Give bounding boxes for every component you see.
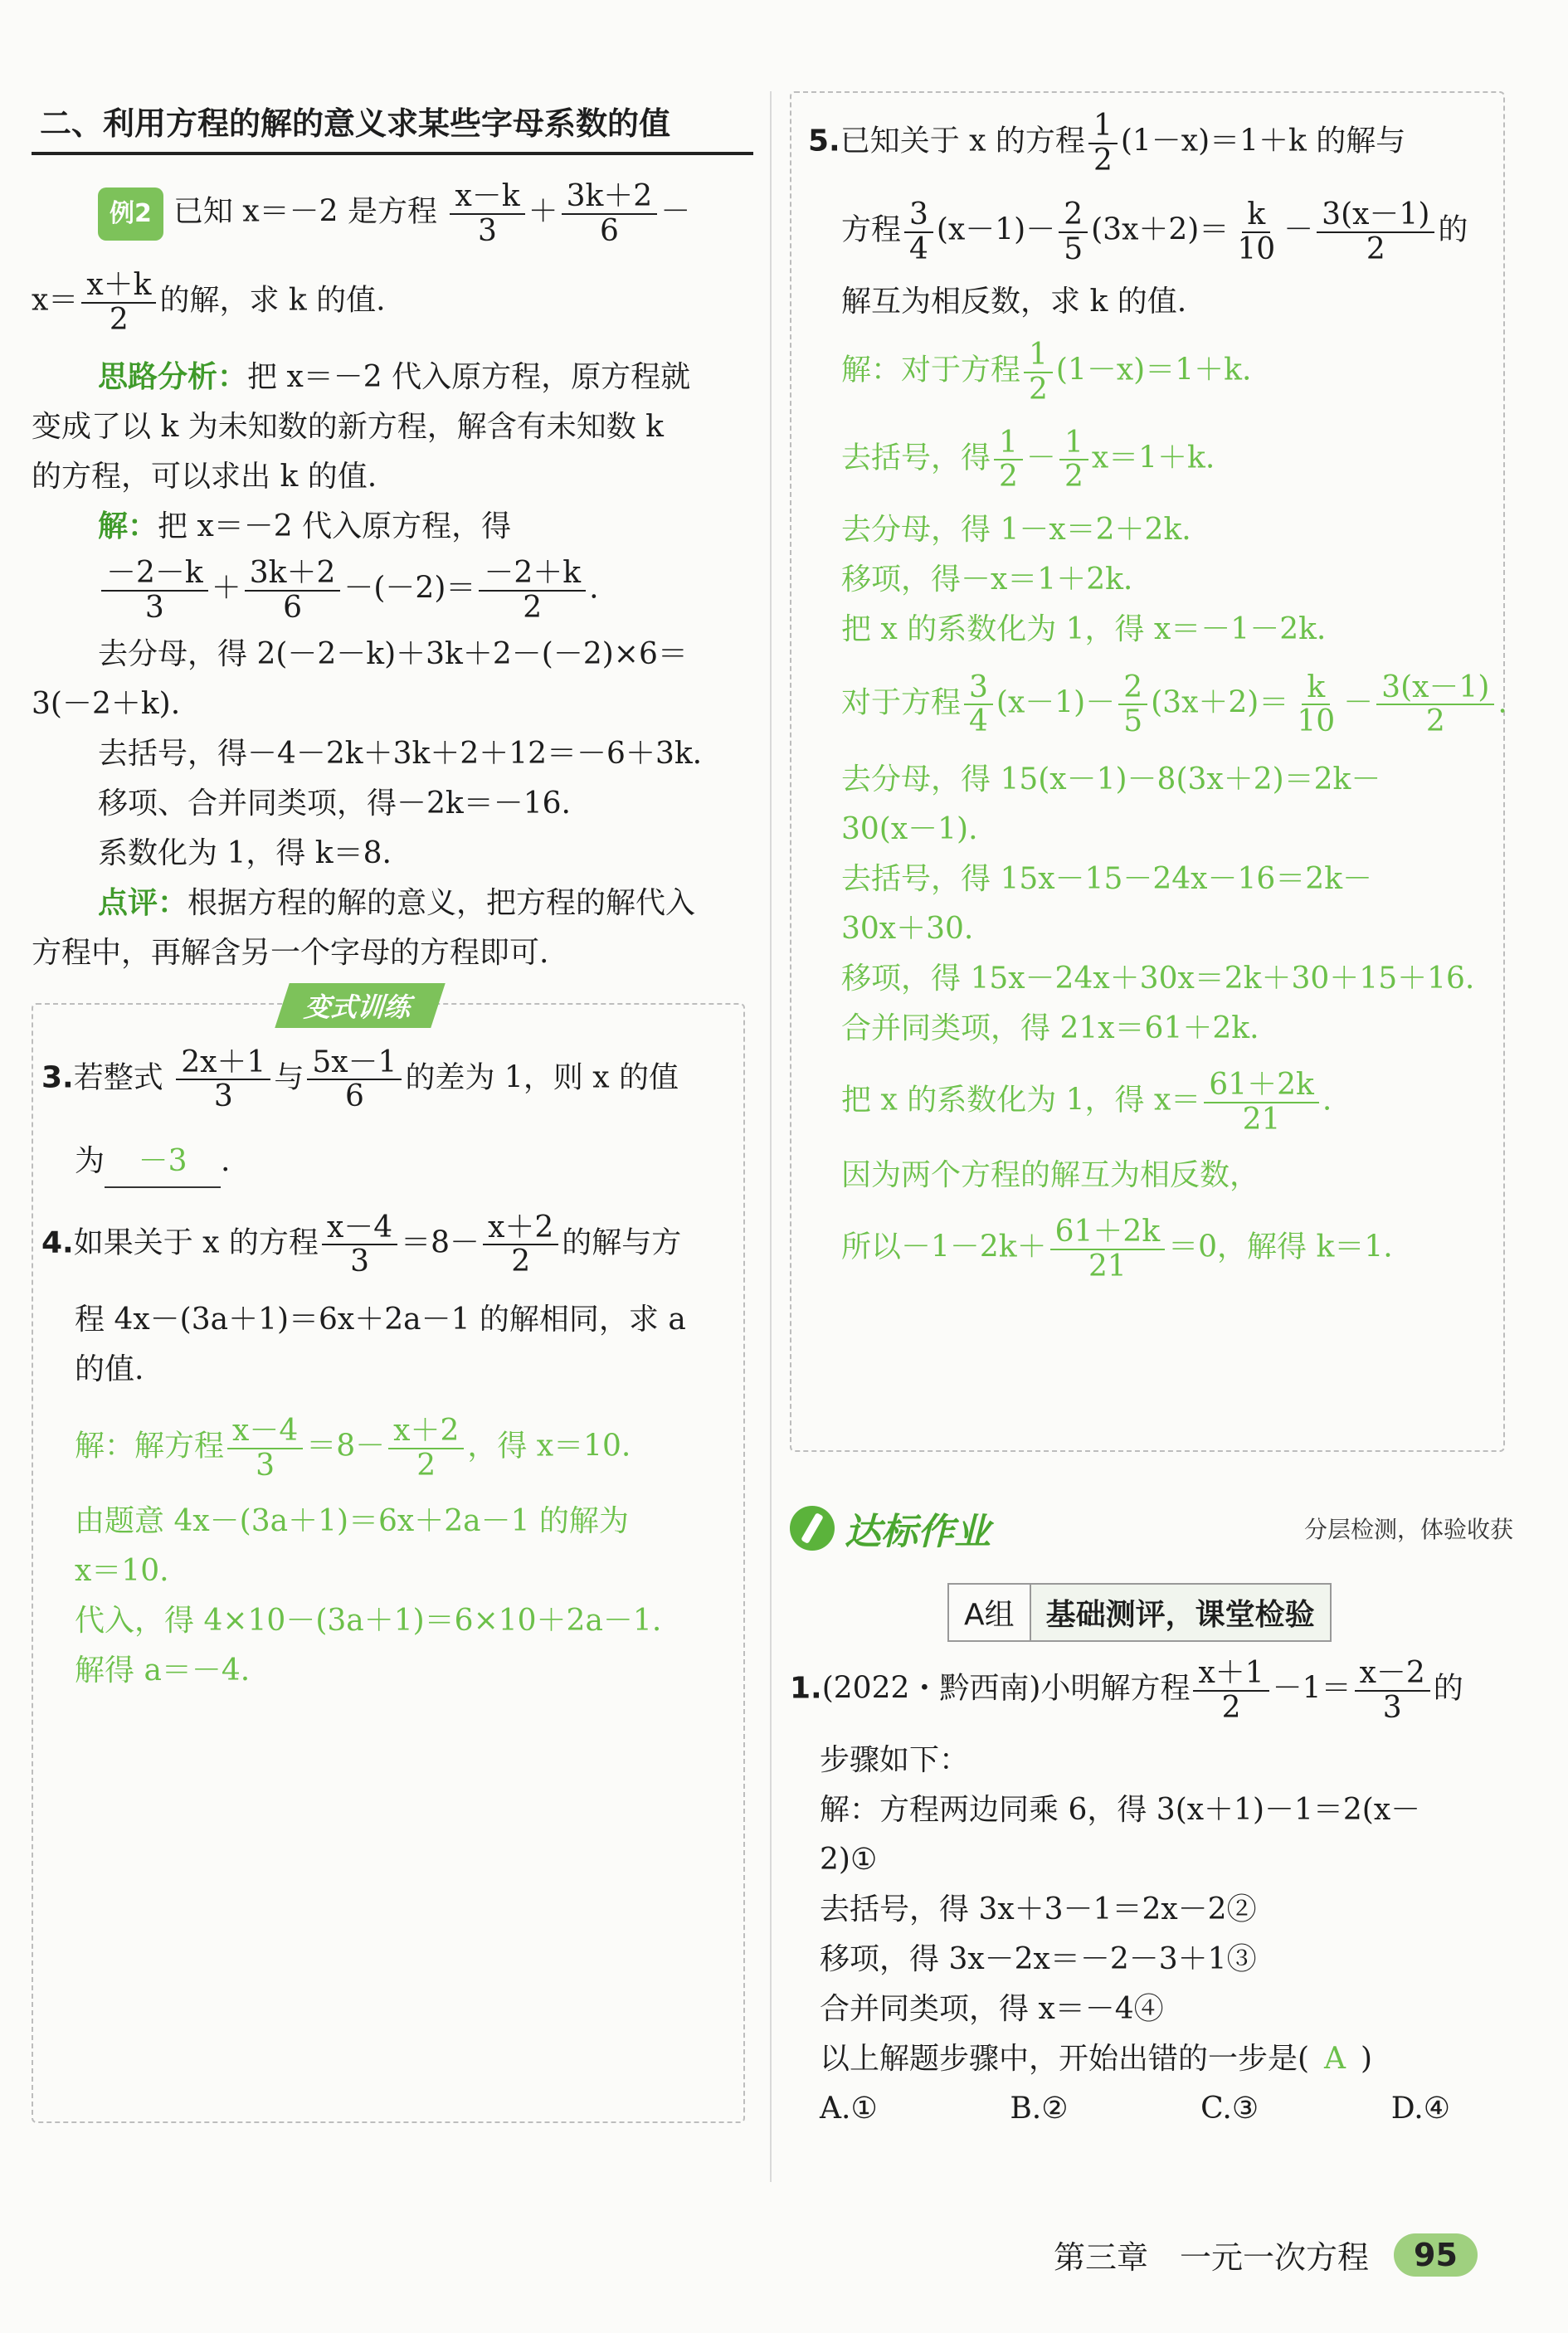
fraction: $\frac{x-4}{3}$: [227, 1415, 303, 1482]
analysis-label: 思路分析：: [98, 360, 248, 395]
left-column: [32, 91, 755, 2123]
section-title: 二、利用方程的解的意义求某些字母系数的值: [32, 91, 753, 155]
fraction: $\frac{3}{4}$: [904, 198, 933, 265]
fraction: $\frac{x+2}{2}$: [388, 1415, 464, 1482]
fraction: $\frac{x+k}{2}$: [81, 269, 156, 336]
page-footer: [1054, 2232, 1478, 2277]
example-2: 例2 已知 x＝－2 是方程 $\frac{x-k}{3}$ ＋ $\frac{3k+2}{6}$ － x＝ $\frac{x+k}{2}$ 的解，求 k 的值. 思路分析：把 x＝－2 代入原方程，原方程就 变成了以 k 为未知数的新方程，解含有未知数 k 的方程，可以求出 k 的值. 解：把 x＝－2 代入原方程，得 $\frac{-2-k}{3}$ ＋ $\frac{3k+2}{6}$ －(－2)＝ $\frac{-2+k}{2}$ . 去分母，得 2(－2－k)＋3k＋2－(－2)×6＝ 3(－2＋k). 去括号，得－4－2k＋3k＋2＋12＝－6＋3k. 移项、合并同类项，得－2k＝－16. 系数化为 1，得 k＝8. 点评：根据方程的解的意义，把方程的解代入 方程中，再解含另一个字母的方程即可.: [32, 179, 703, 970]
option-a: A.①: [820, 2092, 878, 2126]
fraction: $\frac{61+2k}{21}$: [1050, 1215, 1166, 1283]
fraction: $\frac{3}{4}$: [964, 671, 993, 738]
column-divider: [770, 91, 772, 2182]
variant-training-box: 变式训练 3.若整式 $\frac{2x+1}{3}$ 与 $\frac{5x-1}{6}$ 的差为 1，则 x 的值 为 －3 . 4.如果关于 x 的方程 $\frac{x-4}{3}$ ＝8－ $\frac{x+2}{2}$ 的解与方 程 4x－(3a＋1)＝6x＋2a－1 的解相同，求 a 的值. 解：解方程 $\frac{x-4}{3}$ ＝8－ $\frac{x+2}{2}$ ，得 x＝10. 由题意 4x－(3a＋1)＝6x＋2a－1 的解为 x＝10. 代入，得 4×10－(3a＋1)＝6×10＋2a－1. 解得 a＝－4.: [32, 1003, 745, 2123]
fraction: $\frac{x-2}{3}$: [1355, 1657, 1430, 1724]
fraction: $\frac{2x+1}{3}$: [176, 1046, 270, 1113]
homework-question-1: 1.(2022・黔西南)小明解方程 $\frac{x+1}{2}$ －1＝ $\frac{x-2}{3}$ 的 步骤如下： 解：方程两边同乘 6，得 3(x＋1)－1＝2(x－ 2)① 去括号，得 3x＋3－1＝2x－2② 移项，得 3x－2x＝－2－3＋1③ 合并同类项，得 x＝－4④ 以上解题步骤中，开始出错的一步是( A ) A.① B.② C.③ D.④: [790, 1657, 1513, 2134]
homework-title: 达标作业: [790, 1502, 991, 1555]
chapter-title: 第三章 一元一次方程: [1054, 2239, 1370, 2276]
variant-training-tag: 变式训练: [275, 983, 446, 1028]
option-b: B.②: [1010, 2092, 1069, 2126]
page-number: 95: [1394, 2233, 1478, 2277]
comment-label: 点评：: [98, 885, 188, 920]
homework-header: [790, 1502, 1513, 1555]
fraction: $\frac{61+2k}{21}$: [1204, 1069, 1319, 1136]
fraction: $\frac{5x-1}{6}$: [307, 1046, 402, 1113]
fraction: $\frac{1}{2}$: [1024, 339, 1053, 406]
fraction: $\frac{x+2}{2}$: [483, 1211, 558, 1279]
option-c: C.③: [1200, 2092, 1259, 2126]
fraction: $\frac{1}{2}$: [994, 426, 1023, 494]
fraction: $\frac{-2-k}{3}$: [101, 557, 208, 624]
fraction: $\frac{3(x-1)}{2}$: [1376, 671, 1494, 738]
question-5-box: 5.已知关于 x 的方程 $\frac{1}{2}$ (1－x)＝1＋k 的解与 方程 $\frac{3}{4}$ (x－1)－ $\frac{2}{5}$ (3x＋2)＝ $\frac{k}{10}$ － $\frac{3(x-1)}{2}$ 的 解互为相反数，求 k 的值. 解：对于方程 $\frac{1}{2}$ (1－x)＝1＋k. 去括号，得 $\frac{1}{2}$ － $\frac{1}{2}$ x＝1＋k. 去分母，得 1－x＝2＋2k. 移项，得－x＝1＋2k. 把 x 的系数化为 1，得 x＝－1－2k. 对于方程 $\frac{3}{4}$ (x－1)－ $\frac{2}{5}$ (3x＋2)＝ $\frac{k}{10}$ － $\frac{3(x-1)}{2}$ . 去分母，得 15(x－1)－8(3x＋2)＝2k－ 30(x－1). 去括号，得 15x－15－24x－16＝2k－ 30x＋30. 移项，得 15x－24x＋30x＝2k＋30＋15＋16. 合并同类项，得 21x＝61＋2k. 把 x 的系数化为 1，得 x＝ $\frac{61+2k}{21}$ . 因为两个方程的解互为相反数， 所以－1－2k＋ $\frac{61+2k}{21}$ ＝0，解得 k＝1.: [790, 91, 1505, 1452]
option-d: D.④: [1390, 2092, 1450, 2126]
fraction: $\frac{2}{5}$: [1059, 198, 1088, 265]
answer-4: 解：解方程 $\frac{x-4}{3}$ ＝8－ $\frac{x+2}{2}$ ，得 x＝10. 由题意 4x－(3a＋1)＝6x＋2a－1 的解为 x＝10. 代入，得 4×10－(3a＋1)＝6×10＋2a－1. 解得 a＝－4.: [75, 1413, 662, 1688]
group-a-box: A组 基础测评，课堂检验: [947, 1583, 1332, 1642]
answer-blank: －3: [105, 1137, 221, 1188]
example-badge: 例2: [98, 188, 163, 241]
fraction: $\frac{-2+k}{2}$: [479, 557, 586, 624]
fraction: $\frac{k}{10}$: [1297, 670, 1336, 739]
fraction: $\frac{1}{2}$: [1059, 426, 1088, 494]
fraction: $\frac{k}{10}$: [1237, 197, 1276, 266]
fraction: $\frac{x-k}{3}$: [450, 180, 524, 247]
answer-5: 解：对于方程 $\frac{1}{2}$ (1－x)＝1＋k. 去括号，得 $\frac{1}{2}$ － $\frac{1}{2}$ x＝1＋k. 去分母，得 1－x＝2＋2k. 移项，得－x＝1＋2k. 把 x 的系数化为 1，得 x＝－1－2k. 对于方程 $\frac{3}{4}$ (x－1)－ $\frac{2}{5}$ (3x＋2)＝ $\frac{k}{10}$ － $\frac{3(x-1)}{2}$ . 去分母，得 15(x－1)－8(3x＋2)＝2k－ 30(x－1). 去括号，得 15x－15－24x－16＝2k－ 30x＋30. 移项，得 15x－24x＋30x＝2k＋30＋15＋16. 合并同类项，得 21x＝61＋2k. 把 x 的系数化为 1，得 x＝ $\frac{61+2k}{21}$ . 因为两个方程的解互为相反数， 所以－1－2k＋ $\frac{61+2k}{21}$ ＝0，解得 k＝1.: [841, 338, 1507, 1283]
fraction: $\frac{3k+2}{6}$: [245, 557, 341, 624]
fraction: $\frac{1}{2}$: [1088, 110, 1118, 177]
fraction: $\frac{3k+2}{6}$: [562, 180, 658, 247]
homework-subtitle: 分层检测，体验收获: [1303, 1516, 1513, 1543]
answer-choice: A: [1324, 2042, 1346, 2077]
fraction: $\frac{x+1}{2}$: [1193, 1657, 1269, 1724]
pen-icon: [790, 1506, 835, 1551]
fraction: $\frac{x-4}{3}$: [322, 1211, 397, 1279]
fraction: $\frac{3(x-1)}{2}$: [1317, 198, 1434, 265]
fraction: $\frac{2}{5}$: [1118, 671, 1147, 738]
solution-label: 解：: [98, 509, 158, 544]
right-column: [790, 91, 1513, 2134]
